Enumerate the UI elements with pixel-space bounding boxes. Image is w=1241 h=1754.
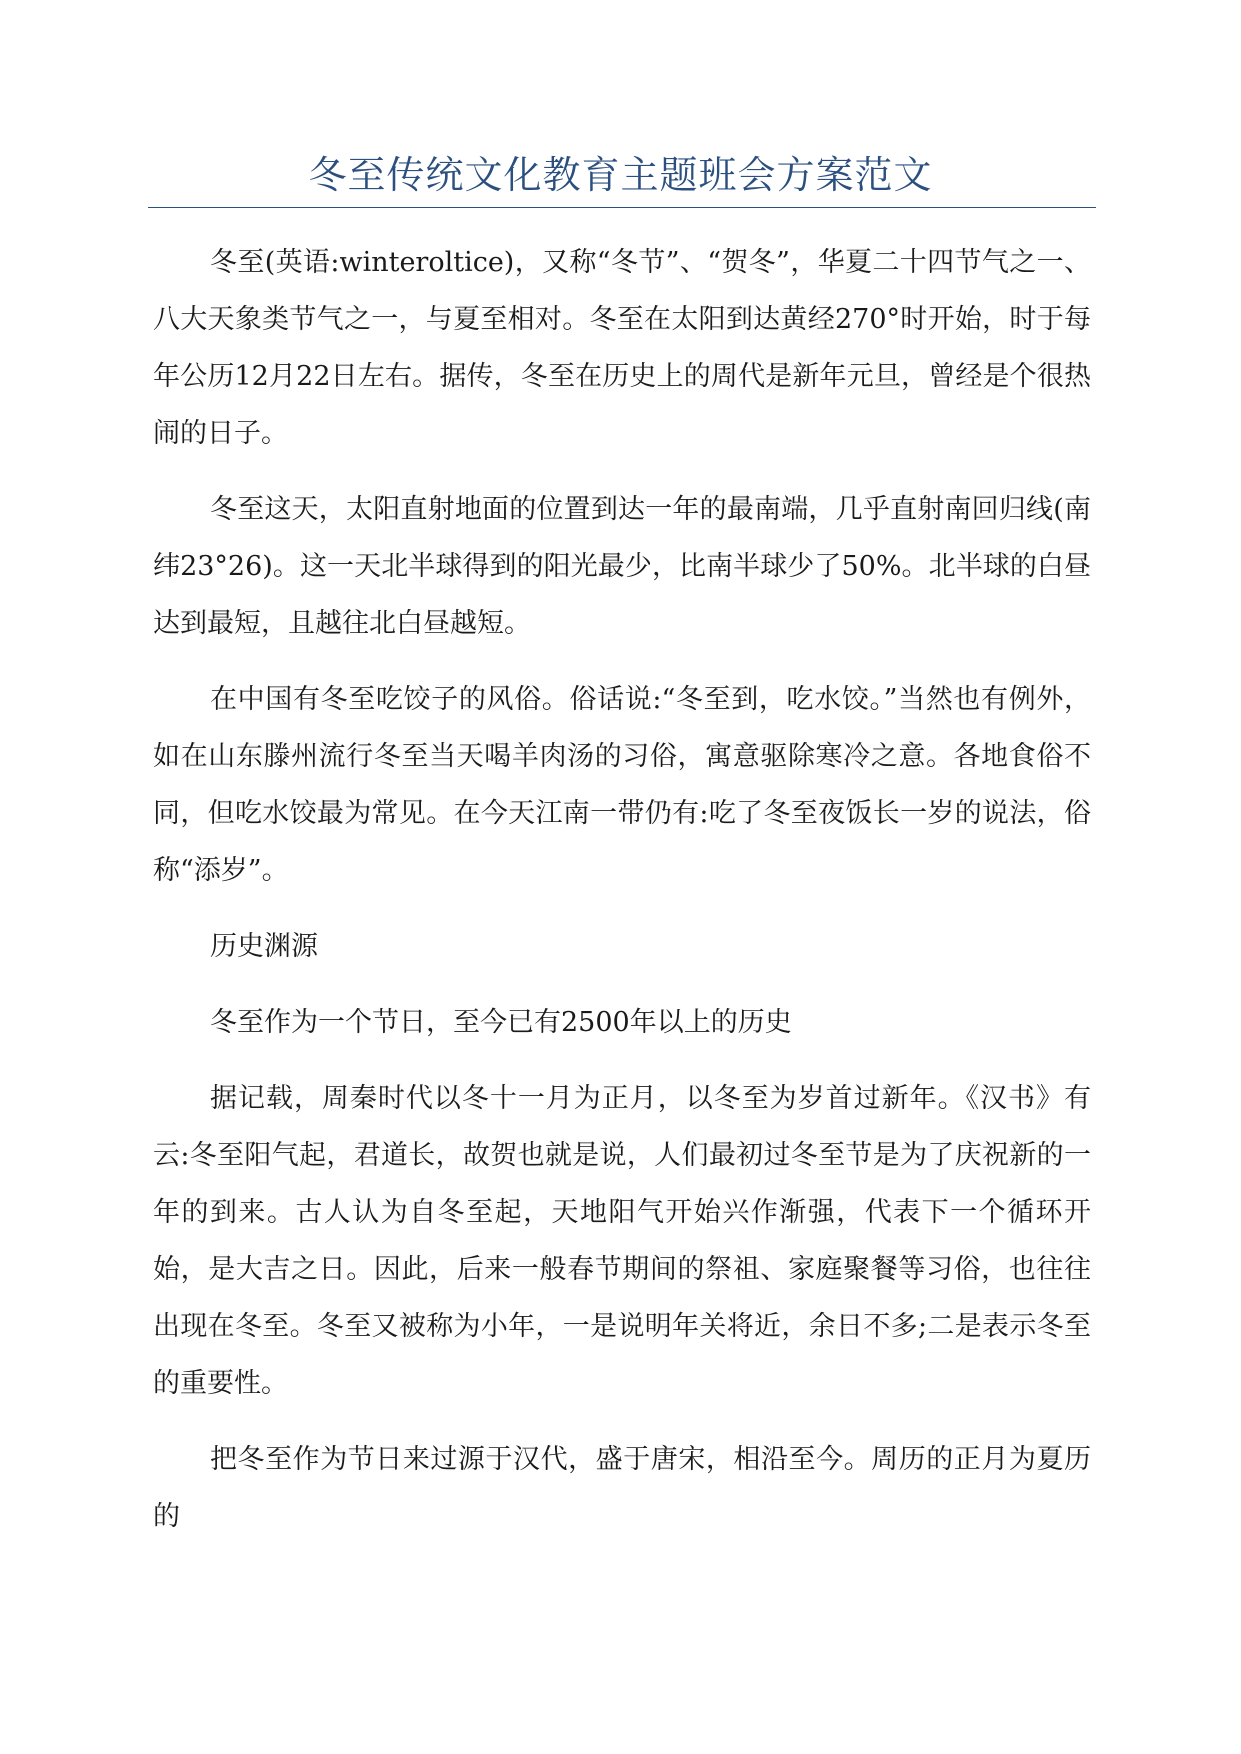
paragraph-dumpling-custom: 在中国有冬至吃饺子的风俗。俗话说:“冬至到，吃水饺。”当然也有例外，如在山东滕州流行冬至当天喝羊肉汤的习俗，寓意驱除寒冷之意。各地食俗不同，但吃水饺最为常见。在今天江南一带仍有:吃了冬至夜饭长一岁的说法，俗称“添岁”。	[153, 684, 1091, 886]
paragraph-intro: 冬至(英语:winteroltice)，又称“冬节”、“贺冬”，华夏二十四节气之一、八大天象类节气之一，与夏至相对。冬至在太阳到达黄经270°时开始，时于每年公历12月22日左右。据传，冬至在历史上的周代是新年元旦，曾经是个很热闹的日子。	[153, 247, 1091, 449]
paragraph-history-records: 据记载，周秦时代以冬十一月为正月，以冬至为岁首过新年。《汉书》有云:冬至阳气起，君道长，故贺也就是说，人们最初过冬至节是为了庆祝新的一年的到来。古人认为自冬至起，天地阳气开始兴作渐强，代表下一个循环开始，是大吉之日。因此，后来一般春节期间的祭祖、家庭聚餐等习俗，也往往出现在冬至。冬至又被称为小年，一是说明年关将近，余日不多;二是表示冬至的重要性。	[153, 1083, 1091, 1399]
paragraph-history-age: 冬至作为一个节日，至今已有2500年以上的历史	[210, 1007, 792, 1038]
section-heading-history: 历史渊源	[210, 931, 318, 962]
document-title: 冬至传统文化教育主题班会方案范文	[308, 153, 933, 197]
paragraph-han-dynasty: 把冬至作为节日来过源于汉代，盛于唐宋，相沿至今。周历的正月为夏历的	[153, 1444, 1091, 1532]
title-underline	[148, 207, 1096, 208]
paragraph-sun-position: 冬至这天，太阳直射地面的位置到达一年的最南端，几乎直射南回归线(南纬23°26)。这一天北半球得到的阳光最少，比南半球少了50%。北半球的白昼达到最短，且越往北白昼越短。	[153, 494, 1091, 639]
document-body	[153, 234, 1091, 1564]
